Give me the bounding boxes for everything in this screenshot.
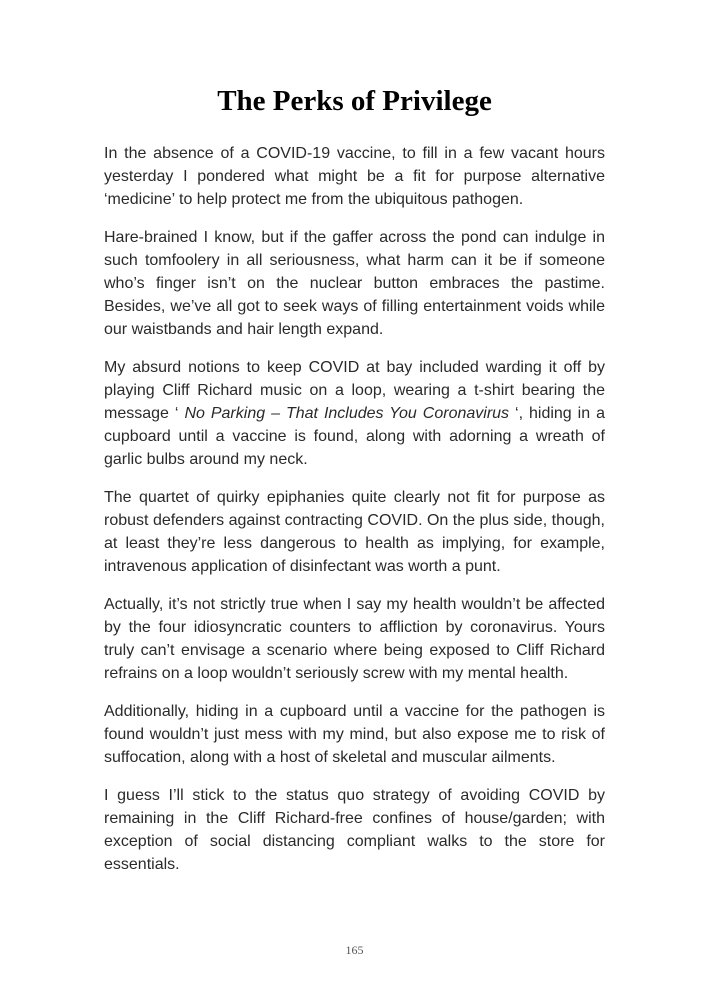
paragraph-3-before: My absurd notions to keep COVID at bay included warding it off by playing Cliff Richard music on a loop, wearing a t-shirt bearing the message ‘ (104, 359, 605, 422)
paragraph-6: Additionally, hiding in a cupboard until a vaccine for the pathogen is found wouldn’t just mess with my mind, but also expose me to risk of suffocation, along with a host of skeletal and muscular ailments. (104, 703, 605, 766)
paragraph-3-after: ‘, hiding in a cupboard until a vaccine is found, along with adorning a wreath of garlic bulbs around my neck. (104, 405, 605, 468)
paragraph-2: Hare-brained I know, but if the gaffer across the pond can indulge in such tomfoolery in all seriousness, what harm can it be if someone who’s finger isn’t on the nuclear button embraces the pastime. Besides, we’ve all got to seek ways of filling entertainment voids while our waistbands and hair length expand. (104, 229, 605, 338)
paragraph-1: In the absence of a COVID-19 vaccine, to fill in a few vacant hours yesterday I pondered what might be a fit for purpose alternative ‘medicine’ to help protect me from the ubiquitous pathogen. (104, 145, 605, 208)
paragraph-4: The quartet of quirky epiphanies quite clearly not fit for purpose as robust defenders against contracting COVID. On the plus side, though, at least they’re less dangerous to health as implying, for example, intravenous application of disinfectant was worth a punt. (104, 489, 605, 575)
paragraph-5: Actually, it’s not strictly true when I say my health wouldn’t be affected by the four idiosyncratic counters to affliction by coronavirus. Yours truly can’t envisage a scenario where being exposed to Cliff Richard refrains on a loop wouldn’t seriously screw with my mental health. (104, 596, 605, 682)
body-text (104, 142, 605, 891)
tshirt-message: No Parking – That Includes You Coronavirus (184, 405, 510, 422)
page-title: The Perks of Privilege (217, 85, 492, 117)
paragraph-7: I guess I’ll stick to the status quo strategy of avoiding COVID by remaining in the Cliff Richard-free confines of house/garden; with exception of social distancing compliant walks to the store for essentials. (104, 787, 605, 873)
paragraph-3 (104, 356, 605, 471)
page-number: 165 (345, 943, 364, 957)
